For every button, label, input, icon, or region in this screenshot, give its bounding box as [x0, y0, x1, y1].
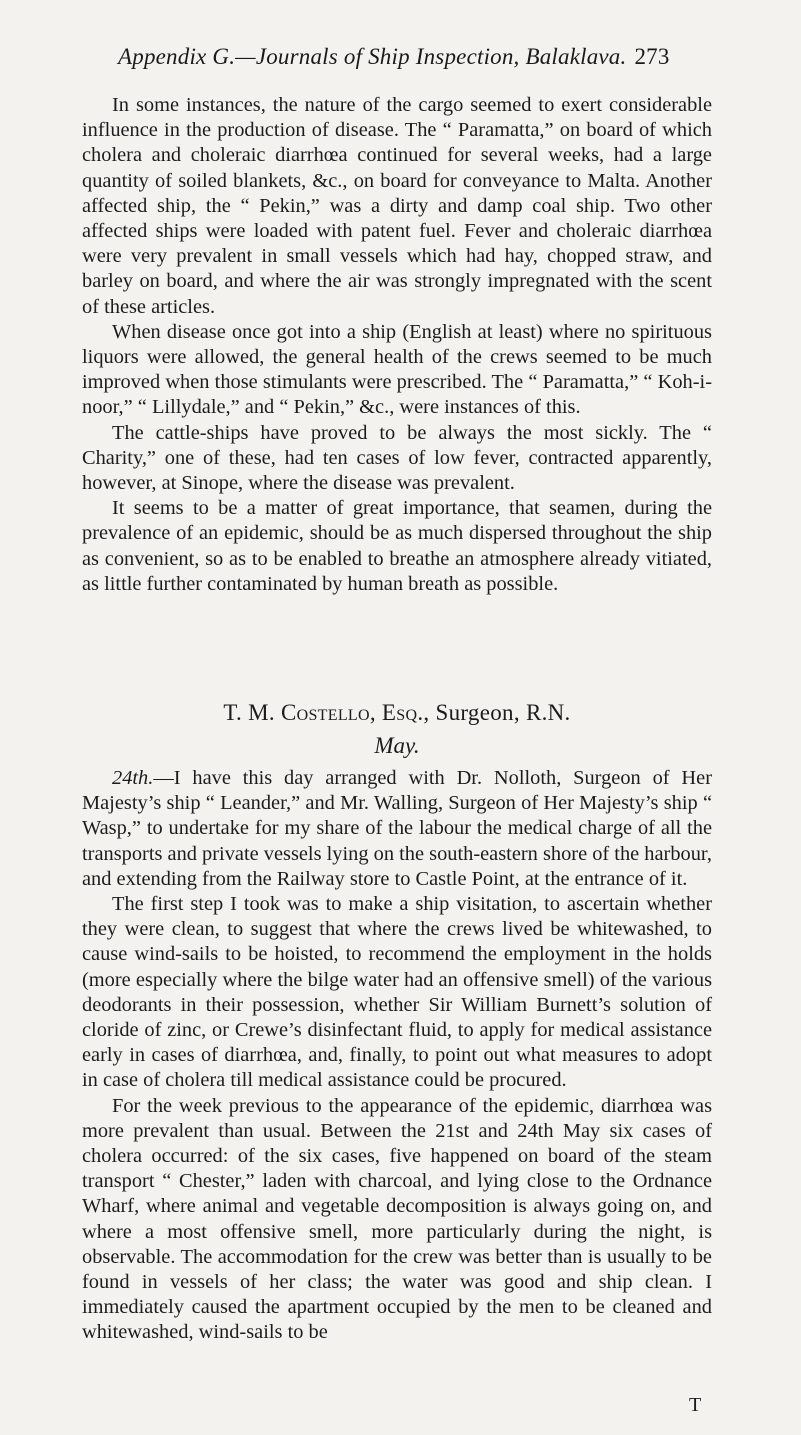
paragraph: In some instances, the nature of the cargo seemed to exert considerable influence in the production of disease. The “ Paramatta,” on board of which cholera and choleraic diarrhœa continued for several weeks, had a large quantity of soiled blankets, &c., on board for conveyance to Malta. Another affected ship, the “ Pekin,” was a dirty and damp coal ship. Two other affected ships were loaded with patent fuel. Fever and choleraic diarrhœa were very prevalent in small vessels which had hay, chopped straw, and barley on board, and where the air was strongly impregnated with the scent of these articles.	[82, 94, 712, 318]
entry-date: 24th.	[112, 767, 154, 789]
author-title: Surgeon, R.N.	[435, 700, 571, 725]
catchword: T	[689, 1394, 702, 1416]
paragraph: The first step I took was to make a ship visitation, to ascertain whether they were clean, to suggest that where the crews lived be whitewashed, to cause wind-sails to be hoisted, to recommend the employment in the holds (more especially where the bilge water had an offensive smell) of the various deodorants in their possession, whether Sir William Burnett’s solution of cloride of zinc, or Crewe’s disinfectant fluid, to apply for medical assistance early in cases of diarrhœa, and, finally, to point out what measures to adopt in case of cholera till medical assistance could be procured.	[82, 893, 712, 1092]
author-heading	[82, 700, 712, 726]
author-initials: T. M.	[223, 700, 275, 725]
body-text-section-2	[82, 766, 712, 1346]
paragraph: The cattle-ships have proved to be always the most sickly. The “ Charity,” one of these, had ten cases of low fever, contracted apparently, however, at Sinope, where the disease was prevalent.	[82, 421, 712, 495]
body-text-section-1	[82, 93, 712, 597]
paragraph: For the week previous to the appearance of the epidemic, diarrhœa was more prevalent than usual. Between the 21st and 24th May six cases of cholera occurred: of the six cases, five happened on board of the steam transport “ Chester,” laden with charcoal, and lying close to the Ordnance Wharf, where animal and vegetable decomposition is always going on, and where a most offensive smell, more particularly during the night, is observable. The accommodation for the crew was better than is usually to be found in vessels of her class; the water was good and ship clean. I immediately caused the apartment occupied by the men to be cleaned and whitewashed, wind-sails to be	[82, 1094, 712, 1344]
month-heading: May.	[374, 733, 420, 758]
paragraph	[82, 766, 712, 892]
entry-text: —I have this day arranged with Dr. Nolloth, Surgeon of Her Majesty’s ship “ Leander,” and Mr. Walling, Surgeon of Her Majesty’s ship “ Wasp,” to undertake for my share of the labour the medical charge of all the transports and private vessels lying on the south-eastern shore of the harbour, and extending from the Railway store to Castle Point, at the entrance of it.	[82, 767, 712, 890]
running-head	[118, 44, 678, 70]
author-name: Costello, Esq.,	[280, 700, 430, 725]
paragraph: When disease once got into a ship (English at least) where no spirituous liquors were allowed, the general health of the crews seemed to be much improved when those stimulants were prescribed. The “ Paramatta,” “ Koh-i-noor,” “ Lillydale,” and “ Pekin,” &c., were instances of this.	[82, 320, 712, 419]
paragraph: It seems to be a matter of great importance, that seamen, during the prevalence of an epidemic, should be as much dispersed throughout the ship as convenient, so as to be enabled to breathe an atmosphere already vitiated, as little further contaminated by human breath as possible.	[82, 497, 712, 595]
page-number: 273	[634, 44, 670, 69]
running-title: Appendix G.—Journals of Ship Inspection, Balaklava.	[118, 44, 627, 69]
